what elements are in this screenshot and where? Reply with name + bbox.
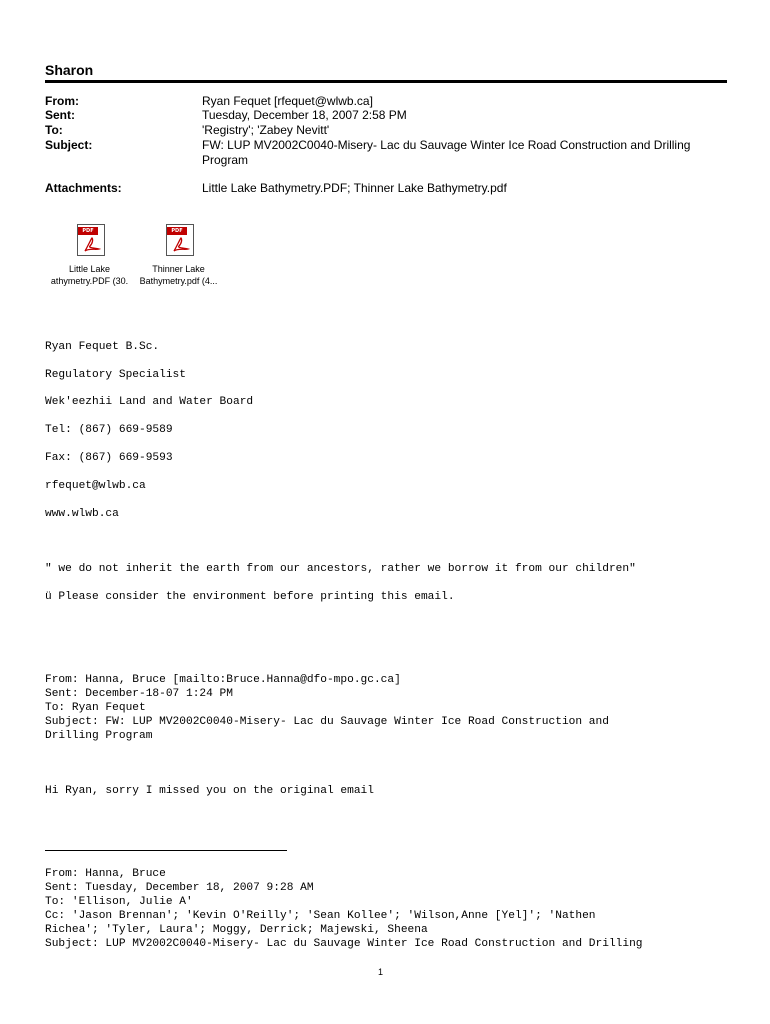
attachments-label: Attachments: (45, 181, 122, 195)
signature-title: Regulatory Specialist (45, 369, 186, 381)
signature-website[interactable]: www.wlwb.ca (45, 508, 119, 520)
subject-label: Subject: (45, 138, 93, 152)
pdf-icon[interactable] (74, 224, 108, 258)
forwarded-subject-continued: Drilling Program (45, 730, 153, 742)
attachment-name-line-2: athymetry.PDF (30. (50, 276, 129, 286)
signature-phone: Tel: (867) 669-9589 (45, 424, 173, 436)
to-label: To: (45, 123, 63, 137)
attachment-caption-little-lake[interactable] (42, 263, 137, 287)
to-value: 'Registry'; 'Zabey Nevitt' (202, 123, 330, 137)
original-message-divider (45, 850, 287, 851)
header-divider (45, 80, 727, 83)
attachment-name-line-1: Thinner Lake (152, 264, 205, 274)
environment-note: ü Please consider the environment before printing this email. (45, 591, 455, 603)
original-sent: Sent: Tuesday, December 18, 2007 9:28 AM (45, 882, 314, 894)
pdf-document-shape (77, 224, 105, 256)
greeting-line: Hi Ryan, sorry I missed you on the original email (45, 785, 374, 797)
pdf-document-shape (166, 224, 194, 256)
pdf-icon[interactable] (163, 224, 197, 258)
attachment-name-line-2: Bathymetry.pdf (4... (139, 276, 218, 286)
signature-organization: Wek'eezhii Land and Water Board (45, 396, 254, 408)
forwarded-from: From: Hanna, Bruce [mailto:Bruce.Hanna@dfo-mpo.gc.ca] (45, 674, 401, 686)
pdf-label-badge: PDF (167, 227, 187, 235)
pdf-label-badge: PDF (78, 227, 98, 235)
page-number: 1 (378, 967, 384, 977)
subject-value-line-1: FW: LUP MV2002C0040-Misery- Lac du Sauvage Winter Ice Road Construction and Drilling (202, 138, 691, 152)
original-cc-continued: Richea'; 'Tyler, Laura'; Moggy, Derrick; Majewski, Sheena (45, 924, 428, 936)
subject-value-line-2: Program (202, 153, 249, 167)
signature-email[interactable]: rfequet@wlwb.ca (45, 480, 146, 492)
mailbox-owner-name: Sharon (45, 62, 94, 78)
original-from: From: Hanna, Bruce (45, 868, 166, 880)
forwarded-to: To: Ryan Fequet (45, 702, 146, 714)
signature-fax: Fax: (867) 669-9593 (45, 452, 173, 464)
forwarded-sent: Sent: December-18-07 1:24 PM (45, 688, 233, 700)
original-cc: Cc: 'Jason Brennan'; 'Kevin O'Reilly'; 'Sean Kollee'; 'Wilson,Anne [Yel]'; 'Nathen (45, 910, 596, 922)
sent-value: Tuesday, December 18, 2007 2:58 PM (202, 108, 407, 122)
forwarded-subject: Subject: FW: LUP MV2002C0040-Misery- Lac du Sauvage Winter Ice Road Construction and (45, 716, 609, 728)
original-subject: Subject: LUP MV2002C0040-Misery- Lac du Sauvage Winter Ice Road Construction and Drilling (45, 938, 643, 950)
attachment-name-line-1: Little Lake (68, 264, 111, 274)
sent-label: Sent: (45, 108, 75, 122)
original-to: To: 'Ellison, Julie A' (45, 896, 193, 908)
from-label: From: (45, 94, 79, 108)
attachment-caption-thinner-lake[interactable] (131, 263, 226, 287)
attachments-value: Little Lake Bathymetry.PDF; Thinner Lake Bathymetry.pdf (202, 181, 507, 195)
acrobat-logo-icon (172, 236, 190, 253)
acrobat-logo-icon (83, 236, 101, 253)
signature-name: Ryan Fequet B.Sc. (45, 341, 160, 353)
signature-quote: " we do not inherit the earth from our ancestors, rather we borrow it from our children" (45, 563, 636, 575)
from-value: Ryan Fequet [rfequet@wlwb.ca] (202, 94, 373, 108)
